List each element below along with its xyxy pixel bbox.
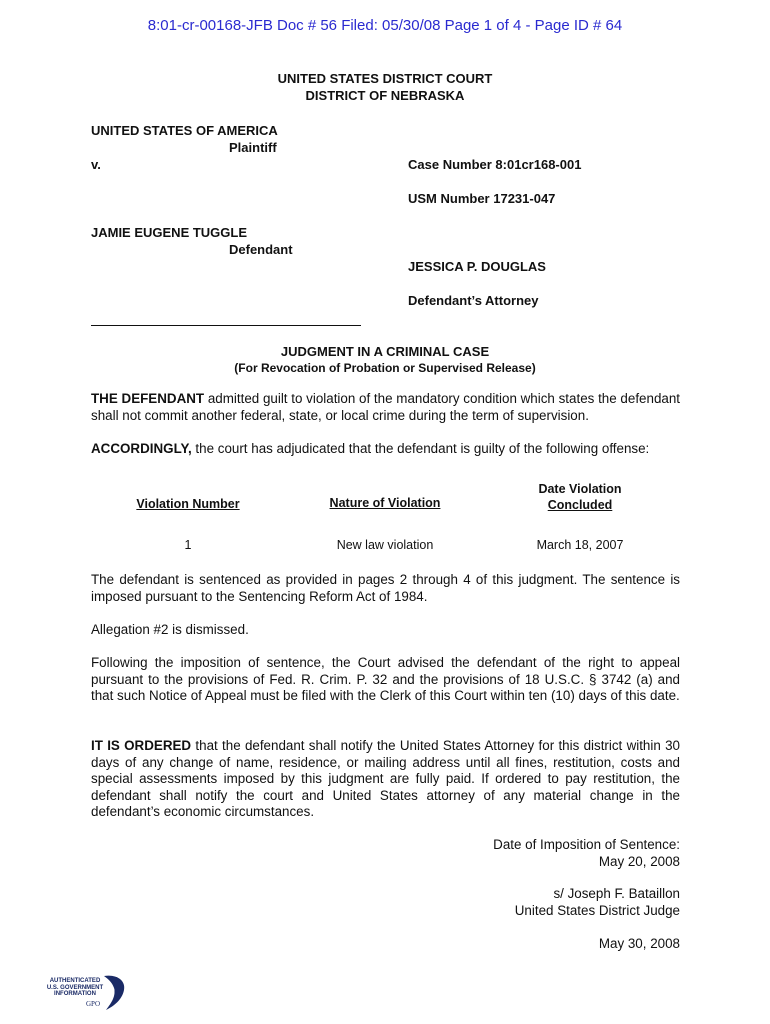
attorney-name: JESSICA P. DOUGLAS <box>408 259 546 274</box>
signature-block <box>515 886 680 919</box>
allegation-paragraph: Allegation #2 is dismissed. <box>91 622 249 637</box>
ordered-text: that the defendant shall notify the United States Attorney for this district within 30 days of any change of name, residence, or mailing address until all fines, restitution, costs and special assessments imposed by this judgment are fully paid. If ordered to pay restitution, the defendant shall notify the court and United States attorney of any material change in the defendant’s economic circumstances. <box>91 738 680 819</box>
case-number: Case Number 8:01cr168-001 <box>408 157 582 172</box>
ordered-paragraph <box>91 738 680 821</box>
defendant-paragraph <box>91 391 680 424</box>
court-district: DISTRICT OF NEBRASKA <box>305 88 465 103</box>
header-date-concluded <box>505 481 655 513</box>
violation-number-cell: 1 <box>184 538 192 552</box>
appeal-paragraph: Following the imposition of sentence, the Court advised the defendant of the right to appeal pursuant to the provisions of Fed. R. Crim. P. 32 and the provisions of 18 U.S.C. § 3742 (a) and that such Notice of Appeal must be filed with the Clerk of this Court within ten (10) days of this date. <box>91 655 680 703</box>
ordered-lead: IT IS ORDERED <box>91 738 192 753</box>
imposition-date: May 20, 2008 <box>598 853 680 869</box>
court-name: UNITED STATES DISTRICT COURT <box>277 71 493 86</box>
docket-header-stamp: 8:01-cr-00168-JFB Doc # 56 Filed: 05/30/08 Page 1 of 4 - Page ID # 64 <box>147 17 623 34</box>
accordingly-lead: ACCORDINGLY, <box>91 441 192 456</box>
header-nature-of-violation: Nature of Violation <box>329 496 441 510</box>
date-cell: March 18, 2007 <box>536 538 624 552</box>
versus: v. <box>91 157 101 172</box>
header-date-line2: Concluded <box>547 498 613 512</box>
accordingly-text: the court has adjudicated that the defendant is guilty of the following offense: <box>191 441 650 456</box>
nature-cell: New law violation <box>336 538 434 552</box>
defendant-text: admitted guilt to violation of the mandatory condition which states the defendant shall not commit another federal, state, or local crime during the term of supervision. <box>91 391 681 423</box>
signed-date: May 30, 2008 <box>598 936 680 951</box>
imposition-label: Date of Imposition of Sentence: <box>493 837 680 852</box>
header-violation-number: Violation Number <box>136 497 240 511</box>
gpo-line1: AUTHENTICATED <box>49 978 101 984</box>
gpo-mark: GPO <box>86 1000 101 1008</box>
judge-title: United States District Judge <box>514 902 680 918</box>
plaintiff-role: Plaintiff <box>229 140 277 155</box>
defendant-name: JAMIE EUGENE TUGGLE <box>91 225 248 240</box>
header-date-line1: Date Violation <box>538 482 622 496</box>
imposition-block <box>493 837 680 870</box>
gpo-authentication-seal <box>42 970 132 1014</box>
usm-number: USM Number 17231-047 <box>408 191 556 206</box>
attorney-role: Defendant’s Attorney <box>408 293 539 308</box>
judgment-subtitle: (For Revocation of Probation or Supervised Release) <box>234 361 536 375</box>
defendant-lead: THE DEFENDANT <box>91 391 205 406</box>
judgment-title: JUDGMENT IN A CRIMINAL CASE <box>280 344 490 359</box>
gpo-line2: U.S. GOVERNMENT <box>46 984 104 991</box>
accordingly-paragraph <box>91 441 680 458</box>
gpo-line3: INFORMATION <box>54 991 96 997</box>
caption-divider <box>91 325 361 326</box>
plaintiff-name: UNITED STATES OF AMERICA <box>91 123 278 138</box>
judge-signature: s/ Joseph F. Bataillon <box>553 886 680 901</box>
sentence-paragraph: The defendant is sentenced as provided in pages 2 through 4 of this judgment. The sentence is imposed pursuant to the Sentencing Reform Act of 1984. <box>91 572 680 604</box>
defendant-role: Defendant <box>229 242 293 257</box>
court-title <box>0 70 770 104</box>
